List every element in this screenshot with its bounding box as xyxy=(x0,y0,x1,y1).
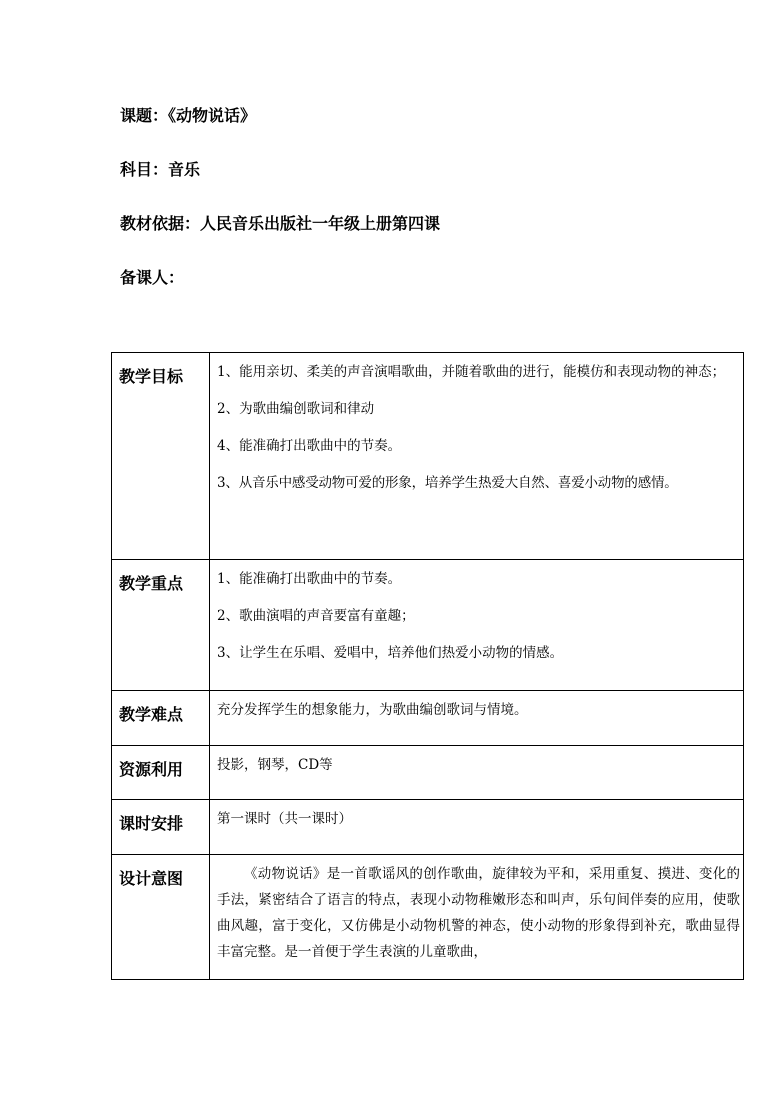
lesson-title: 课题：《动物说话》 xyxy=(120,106,257,125)
table-row-schedule xyxy=(112,800,744,855)
table-row-resources xyxy=(112,746,744,800)
key-point-item: 1、能准确打出歌曲中的节奏。 xyxy=(217,571,402,587)
table-row-key-points xyxy=(112,560,744,691)
schedule-text: 第一课时（共一课时） xyxy=(217,811,352,827)
table-row-difficulty xyxy=(112,691,744,746)
resources-label: 资源利用 xyxy=(119,760,184,779)
resources-content-cell xyxy=(210,746,744,800)
resources-text: 投影，钢琴，CD等 xyxy=(217,757,333,773)
schedule-label-cell xyxy=(112,800,210,855)
design-text: 《动物说话》是一首歌谣风的创作歌曲，旋律较为平和，采用重复、摸进、变化的手法，紧密结合了语言的特点，表现小动物稚嫩形态和叫声，乐句间伴奏的应用，使歌曲风趣，富于变化，又仿佛是小动物机警的神态，使小动物的形象得到补充，歌曲显得丰富完整。是一首便于学生表演的儿童歌曲， xyxy=(217,866,740,960)
goals-label-cell xyxy=(112,353,210,560)
design-label: 设计意图 xyxy=(119,869,184,888)
resources-label-cell xyxy=(112,746,210,800)
table-row-design xyxy=(112,855,744,980)
table-row-goals xyxy=(112,353,744,560)
lesson-plan-table xyxy=(111,352,744,980)
goals-label: 教学目标 xyxy=(119,367,184,386)
design-content-cell xyxy=(210,855,744,980)
lesson-preparer: 备课人： xyxy=(120,268,185,287)
lesson-subject: 科目：音乐 xyxy=(120,160,201,179)
design-label-cell xyxy=(112,855,210,980)
difficulty-label-cell xyxy=(112,691,210,746)
difficulty-content-cell xyxy=(210,691,744,746)
goal-item: 2、为歌曲编创歌词和律动 xyxy=(217,401,375,417)
difficulty-text: 充分发挥学生的想象能力，为歌曲编创歌词与情境。 xyxy=(217,702,528,718)
goals-content-cell xyxy=(210,353,744,560)
key-points-label: 教学重点 xyxy=(119,574,184,593)
goal-item: 4、能准确打出歌曲中的节奏。 xyxy=(217,438,402,454)
difficulty-label: 教学难点 xyxy=(119,705,184,724)
key-points-label-cell xyxy=(112,560,210,691)
textbook-basis: 教材依据：人民音乐出版社一年级上册第四课 xyxy=(120,214,441,233)
key-points-content-cell xyxy=(210,560,744,691)
key-point-item: 2、歌曲演唱的声音要富有童趣； xyxy=(217,608,415,624)
schedule-label: 课时安排 xyxy=(119,814,184,833)
goal-item: 3、从音乐中感受动物可爱的形象，培养学生热爱大自然、喜爱小动物的感情。 xyxy=(217,475,678,491)
schedule-content-cell xyxy=(210,800,744,855)
key-point-item: 3、让学生在乐唱、爱唱中，培养他们热爱小动物的情感。 xyxy=(217,645,564,661)
goal-item: 1、能用亲切、柔美的声音演唱歌曲，并随着歌曲的进行，能模仿和表现动物的神态； xyxy=(217,364,726,380)
